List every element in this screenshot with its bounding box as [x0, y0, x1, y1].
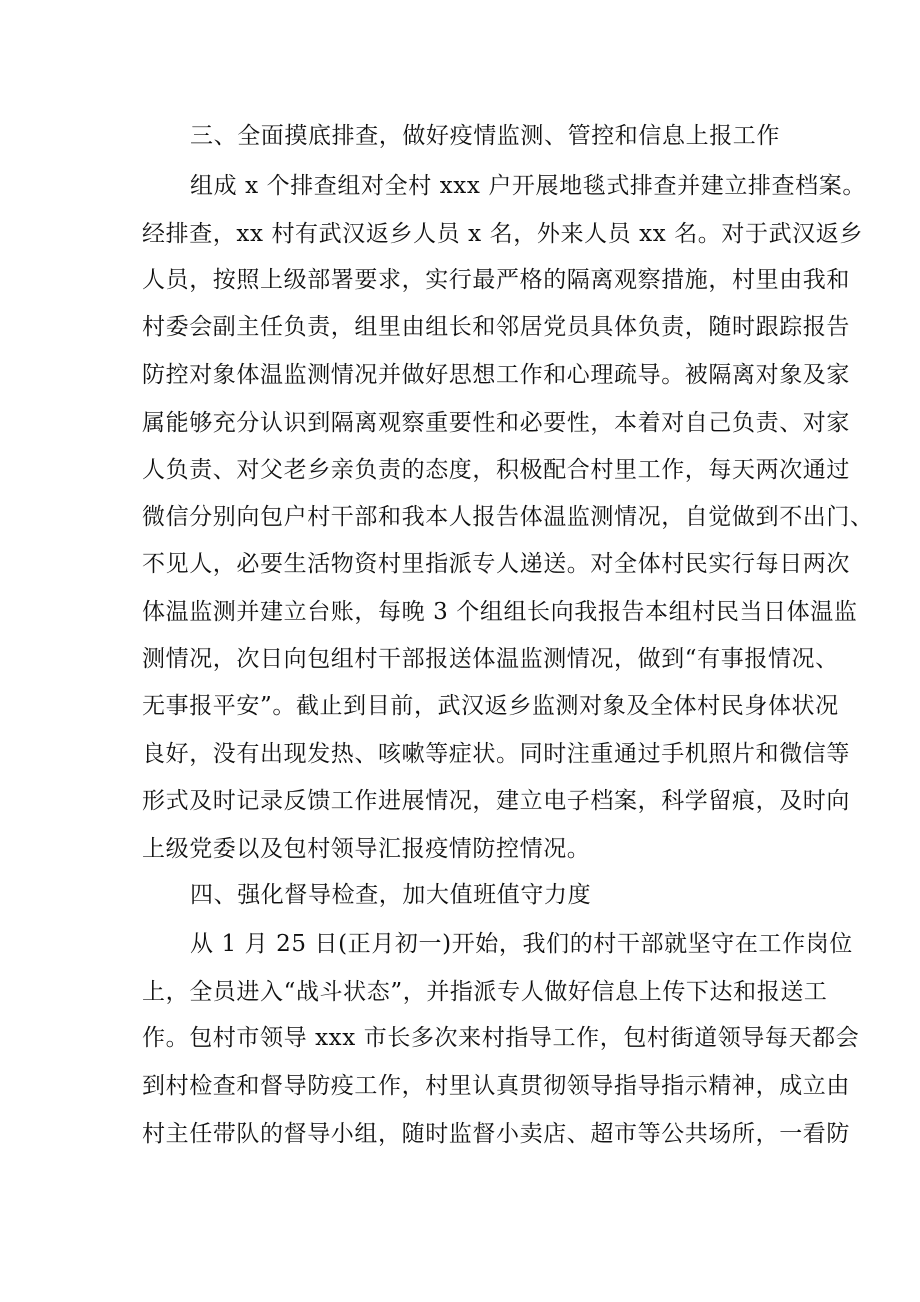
paragraph-line: 微信分别向包户村干部和我本人报告体温监测情况，自觉做到不出门、	[142, 504, 874, 530]
paragraph-line: 良好，没有出现发热、咳嗽等症状。同时注重通过手机照片和微信等	[142, 741, 850, 767]
paragraph-line: 形式及时记录反馈工作进展情况，建立电子档案，科学留痕，及时向	[142, 788, 850, 814]
paragraph-line: 上级党委以及包村领导汇报疫情防控情况。	[142, 836, 591, 862]
paragraph-line: 人负责、对父老乡亲负责的态度，积极配合村里工作，每天两次通过	[142, 457, 850, 483]
paragraph-line: 人员，按照上级部署要求，实行最严格的隔离观察措施，村里由我和	[142, 267, 850, 293]
paragraph-line: 作。包村市领导 xxx 市长多次来村指导工作，包村街道领导每天都会	[142, 1025, 860, 1051]
paragraph-line: 村委会副主任负责，组里由组长和邻居党员具体负责，随时跟踪报告	[142, 314, 850, 340]
paragraph-line: 防控对象体温监测情况并做好思想工作和心理疏导。被隔离对象及家	[142, 362, 850, 388]
paragraph-line: 到村检查和督导防疫工作，村里认真贯彻领导指导指示精神，成立由	[142, 1073, 850, 1099]
paragraph-line: 经排查，xx 村有武汉返乡人员 x 名，外来人员 xx 名。对于武汉返乡	[142, 221, 864, 247]
paragraph-line: 无事报平安”。截止到目前，武汉返乡监测对象及全体村民身体状况	[142, 693, 839, 719]
paragraph-line: 体温监测并建立台账，每晚 3 个组组长向我报告本组村民当日体温监	[142, 599, 858, 625]
paragraph-line: 组成 x 个排查组对全村 xxx 户开展地毯式排查并建立排查档案。	[190, 173, 866, 199]
section-heading-four: 四、强化督导检查，加大值班值守力度	[190, 882, 592, 908]
paragraph-line: 属能够充分认识到隔离观察重要性和必要性，本着对自己负责、对家	[142, 410, 850, 436]
paragraph-line: 不见人，必要生活物资村里指派专人递送。对全体村民实行每日两次	[142, 551, 850, 577]
paragraph-line: 测情况，次日向包组村干部报送体温监测情况，做到“有事报情况、	[142, 646, 839, 672]
section-heading-three: 三、全面摸底排查，做好疫情监测、管控和信息上报工作	[190, 123, 780, 149]
paragraph-line: 上，全员进入“战斗状态”，并指派专人做好信息上传下达和报送工	[142, 979, 828, 1005]
paragraph-line: 村主任带队的督导小组，随时监督小卖店、超市等公共场所，一看防	[142, 1121, 850, 1147]
paragraph-line: 从 1 月 25 日(正月初一)开始，我们的村干部就坚守在工作岗位	[190, 931, 853, 957]
